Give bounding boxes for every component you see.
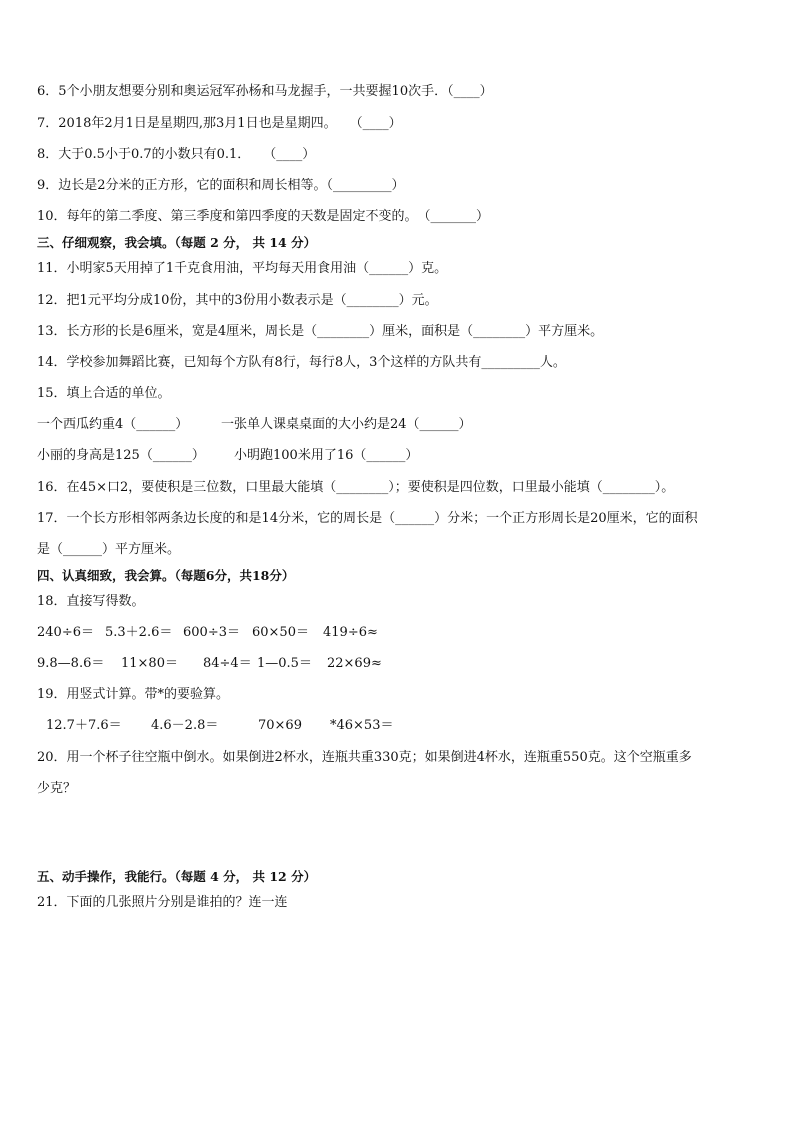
calc-18-row-1 <box>37 625 378 641</box>
question-20-line-2: 少克？ <box>37 781 77 796</box>
question-12: 12．把1元平均分成10份，其中的3份用小数表示是（________）元。 <box>37 293 438 308</box>
calc-item: 22×69≈ <box>327 656 382 671</box>
calc-item: 600÷3＝ <box>183 625 240 640</box>
question-9: 9．边长是2分米的正方形，它的面积和周长相等。（_________） <box>37 178 405 193</box>
question-15: 15．填上合适的单位。 <box>37 386 171 401</box>
calc-item: 5.3＋2.6＝ <box>105 625 173 640</box>
section-3-heading: 三、仔细观察，我会填。（每题 2 分， 共 14 分） <box>37 235 317 250</box>
calc-item: 11×80＝ <box>121 656 178 671</box>
question-15-item-b: 一张单人课桌桌面的大小约是24（______） <box>221 417 472 432</box>
calc-item: 60×50＝ <box>252 625 309 640</box>
question-13: 13．长方形的长是6厘米，宽是4厘米，周长是（________）厘米，面积是（________）平方厘米。 <box>37 324 604 339</box>
section-5-heading: 五、动手操作，我能行。（每题 4 分， 共 12 分） <box>37 869 317 884</box>
question-21: 21．下面的几张照片分别是谁拍的？连一连 <box>37 895 288 910</box>
calc-item: 84÷4＝ <box>203 656 252 671</box>
question-17-line-2: 是（______）平方厘米。 <box>37 542 181 557</box>
question-14: 14．学校参加舞蹈比赛，已知每个方队有8行，每行8人，3个这样的方队共有_________人。 <box>37 355 566 370</box>
calc-item: *46×53＝ <box>330 718 394 733</box>
question-6: 6．5个小朋友想要分别和奥运冠军孙杨和马龙握手，一共要握10次手．（____） <box>37 84 493 99</box>
question-15-item-c: 小丽的身高是125（______） <box>37 448 205 463</box>
calc-18-row-2 <box>37 656 382 672</box>
question-8: 8．大于0.5小于0.7的小数只有0.1． （____） <box>37 147 316 162</box>
question-7: 7．2018年2月1日是星期四,那3月1日也是星期四。 （____） <box>37 116 402 131</box>
calc-item: 70×69 <box>258 718 302 733</box>
calc-item: 1—0.5＝ <box>257 656 312 671</box>
question-20-line-1: 20．用一个杯子往空瓶中倒水。如果倒进2杯水，连瓶共重330克；如果倒进4杯水，连瓶重550克。这个空瓶重多 <box>37 750 692 765</box>
question-15-row-1 <box>37 417 472 433</box>
calc-item: 419÷6≈ <box>323 625 378 640</box>
question-15-item-d: 小明跑100米用了16（______） <box>234 448 419 463</box>
question-17-line-1: 17．一个长方形相邻两条边长度的和是14分米，它的周长是（______）分米；一个正方形周长是20厘米，它的面积 <box>37 511 698 526</box>
calc-19-row <box>46 718 393 734</box>
calc-item: 12.7＋7.6＝ <box>46 718 122 733</box>
question-18: 18．直接写得数。 <box>37 594 145 609</box>
question-15-row-2 <box>37 448 418 464</box>
calc-item: 9.8—8.6＝ <box>37 656 105 671</box>
question-16: 16．在45×口2，要使积是三位数，口里最大能填（________）；要使积是四位数，口里最小能填（________）。 <box>37 480 675 495</box>
question-19: 19．用竖式计算。带*的要验算。 <box>37 687 230 702</box>
question-10: 10．每年的第二季度、第三季度和第四季度的天数是固定不变的。 （_______） <box>37 209 490 224</box>
calc-item: 240÷6＝ <box>37 625 94 640</box>
question-11: 11．小明家5天用掉了1千克食用油，平均每天用食用油（______）克。 <box>37 261 448 276</box>
section-4-heading: 四、认真细致，我会算。（每题6分，共18分） <box>37 568 295 583</box>
calc-item: 4.6－2.8＝ <box>151 718 219 733</box>
question-15-item-a: 一个西瓜约重4（______） <box>37 417 189 432</box>
